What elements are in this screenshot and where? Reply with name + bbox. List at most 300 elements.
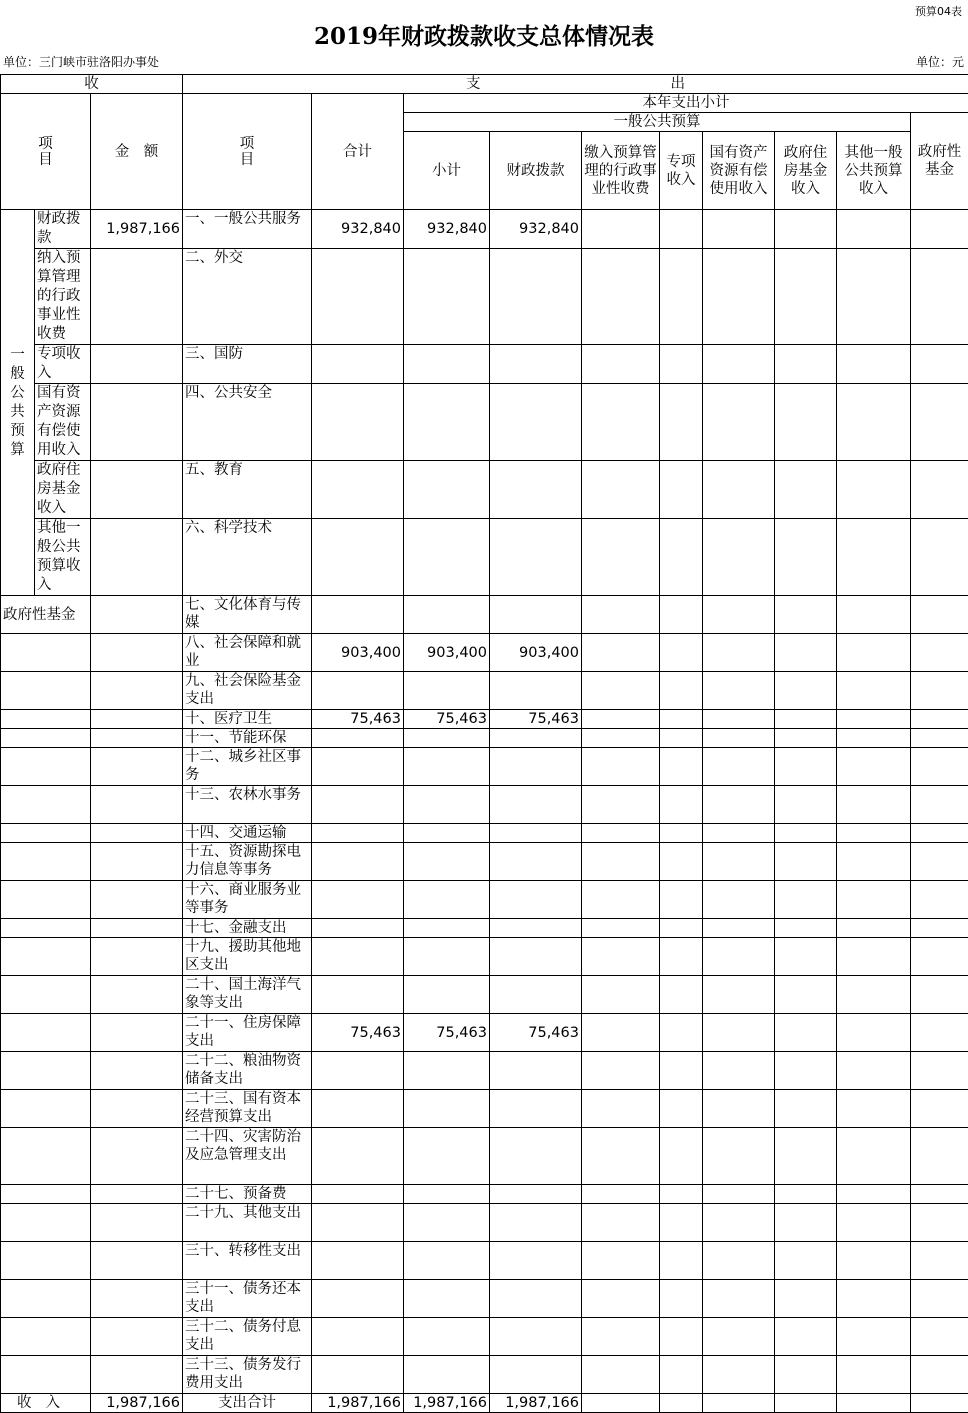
income-item-label: 财政拨款	[35, 210, 91, 249]
expense-fiscal	[490, 919, 582, 938]
empty-cell	[703, 1280, 775, 1318]
empty-cell	[91, 1185, 183, 1204]
empty-cell	[703, 1242, 775, 1280]
expense-item-label: 三十二、债务付息支出	[183, 1318, 312, 1356]
expense-total	[312, 384, 404, 461]
expense-subtotal	[404, 786, 490, 824]
empty-cell	[703, 729, 775, 748]
empty-cell	[582, 1394, 660, 1413]
expense-item-label: 二十九、其他支出	[183, 1204, 312, 1242]
expense-subtotal	[404, 1128, 490, 1185]
table-row	[1, 461, 968, 519]
expense-subtotal	[404, 881, 490, 919]
expense-fiscal	[490, 1128, 582, 1185]
empty-cell	[582, 1280, 660, 1318]
empty-cell	[703, 881, 775, 919]
expense-total	[312, 519, 404, 596]
empty-cell	[911, 384, 968, 461]
empty-cell	[91, 919, 183, 938]
expense-item-label: 十七、金融支出	[183, 919, 312, 938]
expense-item-label: 三十三、债务发行费用支出	[183, 1356, 312, 1394]
empty-cell	[775, 710, 837, 729]
expense-header	[183, 75, 968, 94]
empty-cell	[1, 1318, 91, 1356]
expense-item-label: 二十二、粮油物资储备支出	[183, 1052, 312, 1090]
empty-cell	[582, 519, 660, 596]
empty-cell	[911, 1185, 968, 1204]
empty-cell	[837, 1185, 911, 1204]
expense-subtotal	[404, 249, 490, 345]
empty-cell	[91, 1014, 183, 1052]
empty-cell	[911, 748, 968, 786]
empty-cell	[582, 824, 660, 843]
empty-cell	[660, 710, 703, 729]
empty-cell	[1, 1052, 91, 1090]
table-row	[1, 1052, 968, 1090]
expense-item-label: 二十七、预备费	[183, 1185, 312, 1204]
empty-cell	[703, 1356, 775, 1394]
table-row	[1, 1356, 968, 1394]
expense-fiscal	[490, 881, 582, 919]
unit-currency: 单位：元	[916, 53, 964, 70]
expense-subtotal	[404, 919, 490, 938]
expense-fiscal	[490, 345, 582, 384]
empty-cell	[703, 461, 775, 519]
expense-fiscal	[490, 843, 582, 881]
empty-cell	[1, 1090, 91, 1128]
empty-cell	[582, 1356, 660, 1394]
fiscal-allocation-header: 财政拨款	[490, 132, 582, 210]
expense-fiscal	[490, 461, 582, 519]
income-item-header: 项 目	[1, 94, 91, 210]
empty-cell	[582, 1204, 660, 1242]
expense-item-label: 十三、农林水事务	[183, 786, 312, 824]
empty-cell	[775, 210, 837, 249]
empty-cell	[911, 1014, 968, 1052]
empty-cell	[1, 919, 91, 938]
empty-cell	[660, 1052, 703, 1090]
empty-cell	[1, 824, 91, 843]
expense-item-label: 二十、国土海洋气象等支出	[183, 976, 312, 1014]
state-assets-header: 国有资产资源有偿使用收入	[703, 132, 775, 210]
empty-cell	[660, 1204, 703, 1242]
housing-fund-header: 政府住房基金收入	[775, 132, 837, 210]
subtotal-header: 小计	[404, 132, 490, 210]
empty-cell	[837, 672, 911, 710]
empty-cell	[775, 1014, 837, 1052]
empty-cell	[837, 461, 911, 519]
empty-cell	[582, 634, 660, 672]
expense-subtotal	[404, 843, 490, 881]
expense-fiscal	[490, 824, 582, 843]
empty-cell	[582, 919, 660, 938]
empty-cell	[703, 1128, 775, 1185]
table-row	[1, 634, 968, 672]
empty-cell	[775, 748, 837, 786]
expense-fiscal	[490, 786, 582, 824]
empty-cell	[911, 1318, 968, 1356]
empty-cell	[775, 1356, 837, 1394]
empty-cell	[775, 384, 837, 461]
expense-subtotal: 903,400	[404, 634, 490, 672]
empty-cell	[1, 843, 91, 881]
expense-fiscal: 903,400	[490, 634, 582, 672]
table-row	[1, 672, 968, 710]
empty-cell	[837, 634, 911, 672]
empty-cell	[660, 1280, 703, 1318]
empty-cell	[703, 786, 775, 824]
expense-item-label: 十五、资源勘探电力信息等事务	[183, 843, 312, 881]
income-item-amount	[91, 519, 183, 596]
empty-cell	[911, 710, 968, 729]
expense-subtotal	[404, 1318, 490, 1356]
table-row	[1, 519, 968, 596]
empty-cell	[775, 1318, 837, 1356]
empty-cell	[775, 729, 837, 748]
empty-cell	[1, 672, 91, 710]
expense-subtotal	[404, 824, 490, 843]
expense-subtotal	[404, 672, 490, 710]
expense-total	[312, 881, 404, 919]
empty-cell	[911, 976, 968, 1014]
table-row	[1, 1204, 968, 1242]
income-item-label: 专项收入	[35, 345, 91, 384]
expense-subtotal	[404, 938, 490, 976]
expense-item-label: 五、教育	[183, 461, 312, 519]
empty-cell	[660, 249, 703, 345]
empty-cell	[775, 249, 837, 345]
expense-fiscal	[490, 672, 582, 710]
expense-item-label: 九、社会保险基金支出	[183, 672, 312, 710]
empty-cell	[837, 1318, 911, 1356]
empty-cell	[660, 881, 703, 919]
empty-cell	[703, 634, 775, 672]
expense-subtotal	[404, 461, 490, 519]
empty-cell	[911, 1052, 968, 1090]
empty-cell	[703, 748, 775, 786]
expense-fiscal	[490, 1242, 582, 1280]
empty-cell	[775, 881, 837, 919]
expense-fiscal	[490, 1052, 582, 1090]
expense-subtotal	[404, 1204, 490, 1242]
empty-cell	[1, 938, 91, 976]
empty-cell	[837, 976, 911, 1014]
expense-item-label: 三十、转移性支出	[183, 1242, 312, 1280]
empty-cell	[703, 384, 775, 461]
expense-item-label: 二十三、国有资本经营预算支出	[183, 1090, 312, 1128]
empty-cell	[703, 1394, 775, 1413]
expense-fiscal	[490, 748, 582, 786]
expense-item-label: 七、文化体育与传媒	[183, 596, 312, 634]
empty-cell	[1, 976, 91, 1014]
income-item-label: 国有资产资源有偿使用收入	[35, 384, 91, 461]
expense-item-label: 八、社会保障和就业	[183, 634, 312, 672]
expense-total	[312, 1052, 404, 1090]
empty-cell	[660, 976, 703, 1014]
expense-total	[312, 786, 404, 824]
expense-item-label: 二十一、住房保障支出	[183, 1014, 312, 1052]
empty-cell	[775, 596, 837, 634]
empty-cell	[703, 938, 775, 976]
empty-cell	[1, 729, 91, 748]
expense-item-label: 十六、商业服务业等事务	[183, 881, 312, 919]
empty-cell	[837, 710, 911, 729]
empty-cell	[911, 1394, 968, 1413]
expense-total	[312, 824, 404, 843]
empty-cell	[703, 1204, 775, 1242]
expense-total	[312, 976, 404, 1014]
expense-item-label: 二十四、灾害防治及应急管理支出	[183, 1128, 312, 1185]
empty-cell	[837, 938, 911, 976]
expense-total	[312, 461, 404, 519]
empty-cell	[91, 672, 183, 710]
table-row	[1, 1128, 968, 1185]
empty-cell	[775, 1185, 837, 1204]
expense-subtotal	[404, 748, 490, 786]
empty-cell	[91, 824, 183, 843]
income-total-amount: 1,987,166	[91, 1394, 183, 1413]
table-row	[1, 710, 968, 729]
income-total-label: 收入	[1, 1394, 91, 1413]
expense-fiscal	[490, 1356, 582, 1394]
empty-cell	[582, 1052, 660, 1090]
empty-cell	[837, 729, 911, 748]
special-income-header: 专项收入	[660, 132, 703, 210]
empty-cell	[660, 634, 703, 672]
empty-cell	[911, 843, 968, 881]
expense-item-label: 十二、城乡社区事务	[183, 748, 312, 786]
table-row	[1, 843, 968, 881]
empty-cell	[660, 1014, 703, 1052]
table-row	[1, 1242, 968, 1280]
income-gov-fund-label: 政府性基金	[1, 596, 91, 634]
empty-cell	[91, 1204, 183, 1242]
expense-header-char-1: 支	[466, 76, 481, 92]
expense-fiscal	[490, 596, 582, 634]
expense-total-label: 支出合计	[183, 1394, 312, 1413]
grand-fiscal: 1,987,166	[490, 1394, 582, 1413]
empty-cell	[837, 786, 911, 824]
expense-item-label: 六、科学技术	[183, 519, 312, 596]
expense-subtotal	[404, 976, 490, 1014]
empty-cell	[660, 384, 703, 461]
empty-cell	[911, 786, 968, 824]
income-item-amount	[91, 461, 183, 519]
general-budget-group: 一 般 公 共 预 算	[1, 210, 35, 596]
expense-subtotal	[404, 1185, 490, 1204]
empty-cell	[660, 748, 703, 786]
table-row	[1, 210, 968, 249]
expense-total	[312, 1242, 404, 1280]
expense-subtotal	[404, 1280, 490, 1318]
table-row	[1, 919, 968, 938]
expense-item-label: 十四、交通运输	[183, 824, 312, 843]
expense-total	[312, 919, 404, 938]
empty-cell	[582, 1242, 660, 1280]
empty-cell	[837, 1128, 911, 1185]
empty-cell	[91, 843, 183, 881]
expense-total: 75,463	[312, 1014, 404, 1052]
income-item-amount	[91, 384, 183, 461]
expense-fiscal	[490, 384, 582, 461]
empty-cell	[582, 210, 660, 249]
expense-item-label: 二、外交	[183, 249, 312, 345]
expense-subtotal	[404, 345, 490, 384]
empty-cell	[837, 1052, 911, 1090]
empty-cell	[703, 919, 775, 938]
empty-cell	[1, 1242, 91, 1280]
expense-total	[312, 596, 404, 634]
expense-total: 932,840	[312, 210, 404, 249]
empty-cell	[660, 1242, 703, 1280]
table-row	[1, 1090, 968, 1128]
empty-cell	[703, 672, 775, 710]
empty-cell	[582, 748, 660, 786]
empty-cell	[91, 729, 183, 748]
empty-cell	[660, 345, 703, 384]
empty-cell	[660, 786, 703, 824]
empty-cell	[837, 1242, 911, 1280]
empty-cell	[703, 345, 775, 384]
empty-cell	[837, 843, 911, 881]
empty-cell	[582, 1318, 660, 1356]
empty-cell	[91, 786, 183, 824]
expense-subtotal	[404, 729, 490, 748]
empty-cell	[1, 748, 91, 786]
empty-cell	[775, 1280, 837, 1318]
empty-cell	[775, 634, 837, 672]
empty-cell	[911, 249, 968, 345]
empty-cell	[91, 976, 183, 1014]
table-row	[1, 786, 968, 824]
income-item-amount	[91, 249, 183, 345]
empty-cell	[660, 596, 703, 634]
empty-cell	[703, 976, 775, 1014]
year-subtotal-header: 本年支出小计	[404, 94, 968, 113]
empty-cell	[911, 672, 968, 710]
empty-cell	[837, 824, 911, 843]
grand-subtotal: 1,987,166	[404, 1394, 490, 1413]
income-header: 收	[1, 75, 183, 94]
empty-cell	[837, 881, 911, 919]
empty-cell	[703, 1185, 775, 1204]
expense-subtotal	[404, 1356, 490, 1394]
empty-cell	[1, 634, 91, 672]
expense-subtotal	[404, 519, 490, 596]
expense-item-label: 十一、节能环保	[183, 729, 312, 748]
gov-fund-header: 政府性基金	[911, 113, 968, 210]
empty-cell	[582, 384, 660, 461]
empty-cell	[911, 1128, 968, 1185]
expense-total	[312, 748, 404, 786]
empty-cell	[837, 919, 911, 938]
empty-cell	[775, 1128, 837, 1185]
empty-cell	[911, 1090, 968, 1128]
general-budget-header: 一般公共预算	[404, 113, 911, 132]
expense-fiscal	[490, 1280, 582, 1318]
table-row	[1, 1318, 968, 1356]
empty-cell	[582, 1128, 660, 1185]
income-item-amount: 1,987,166	[91, 210, 183, 249]
expense-subtotal	[404, 596, 490, 634]
empty-cell	[775, 919, 837, 938]
table-row	[1, 1280, 968, 1318]
empty-cell	[91, 1280, 183, 1318]
empty-cell	[837, 1090, 911, 1128]
empty-cell	[91, 710, 183, 729]
empty-cell	[91, 1318, 183, 1356]
expense-total	[312, 249, 404, 345]
expense-item-label: 三十一、债务还本支出	[183, 1280, 312, 1318]
expense-subtotal: 75,463	[404, 710, 490, 729]
expense-total: 75,463	[312, 710, 404, 729]
table-row	[1, 345, 968, 384]
empty-cell	[837, 345, 911, 384]
expense-fiscal	[490, 519, 582, 596]
empty-cell	[660, 1318, 703, 1356]
table-row	[1, 596, 968, 634]
expense-item-label: 十、医疗卫生	[183, 710, 312, 729]
empty-cell	[837, 1014, 911, 1052]
income-item-amount	[91, 345, 183, 384]
empty-cell	[837, 1204, 911, 1242]
empty-cell	[582, 1014, 660, 1052]
empty-cell	[775, 786, 837, 824]
expense-total	[312, 672, 404, 710]
expense-total	[312, 1280, 404, 1318]
expense-total	[312, 1090, 404, 1128]
empty-cell	[1, 1185, 91, 1204]
empty-cell	[91, 938, 183, 976]
expense-total	[312, 1185, 404, 1204]
empty-cell	[1, 881, 91, 919]
expense-total	[312, 938, 404, 976]
empty-cell	[775, 1090, 837, 1128]
expense-subtotal	[404, 384, 490, 461]
empty-cell	[911, 1356, 968, 1394]
empty-cell	[91, 1128, 183, 1185]
empty-cell	[837, 1394, 911, 1413]
empty-cell	[582, 596, 660, 634]
expense-item-label: 十九、援助其他地区支出	[183, 938, 312, 976]
income-item-label: 纳入预算管理的行政事业性收费	[35, 249, 91, 345]
expense-item-label: 四、公共安全	[183, 384, 312, 461]
empty-cell	[1, 1280, 91, 1318]
expense-fiscal	[490, 1318, 582, 1356]
expense-item-label: 一、一般公共服务	[183, 210, 312, 249]
table-row	[1, 1014, 968, 1052]
table-row	[1, 249, 968, 345]
empty-cell	[660, 729, 703, 748]
admin-fees-header: 缴入预算管理的行政事业性收费	[582, 132, 660, 210]
empty-cell	[703, 1318, 775, 1356]
empty-cell	[703, 1090, 775, 1128]
empty-cell	[91, 1242, 183, 1280]
expense-fiscal	[490, 938, 582, 976]
empty-cell	[660, 1090, 703, 1128]
expense-total	[312, 1204, 404, 1242]
empty-cell	[660, 210, 703, 249]
empty-cell	[837, 384, 911, 461]
empty-cell	[91, 881, 183, 919]
empty-cell	[91, 634, 183, 672]
empty-cell	[582, 1185, 660, 1204]
empty-cell	[775, 519, 837, 596]
expense-item-header: 项 目	[183, 94, 312, 210]
empty-cell	[1, 1014, 91, 1052]
empty-cell	[911, 210, 968, 249]
empty-cell	[703, 843, 775, 881]
